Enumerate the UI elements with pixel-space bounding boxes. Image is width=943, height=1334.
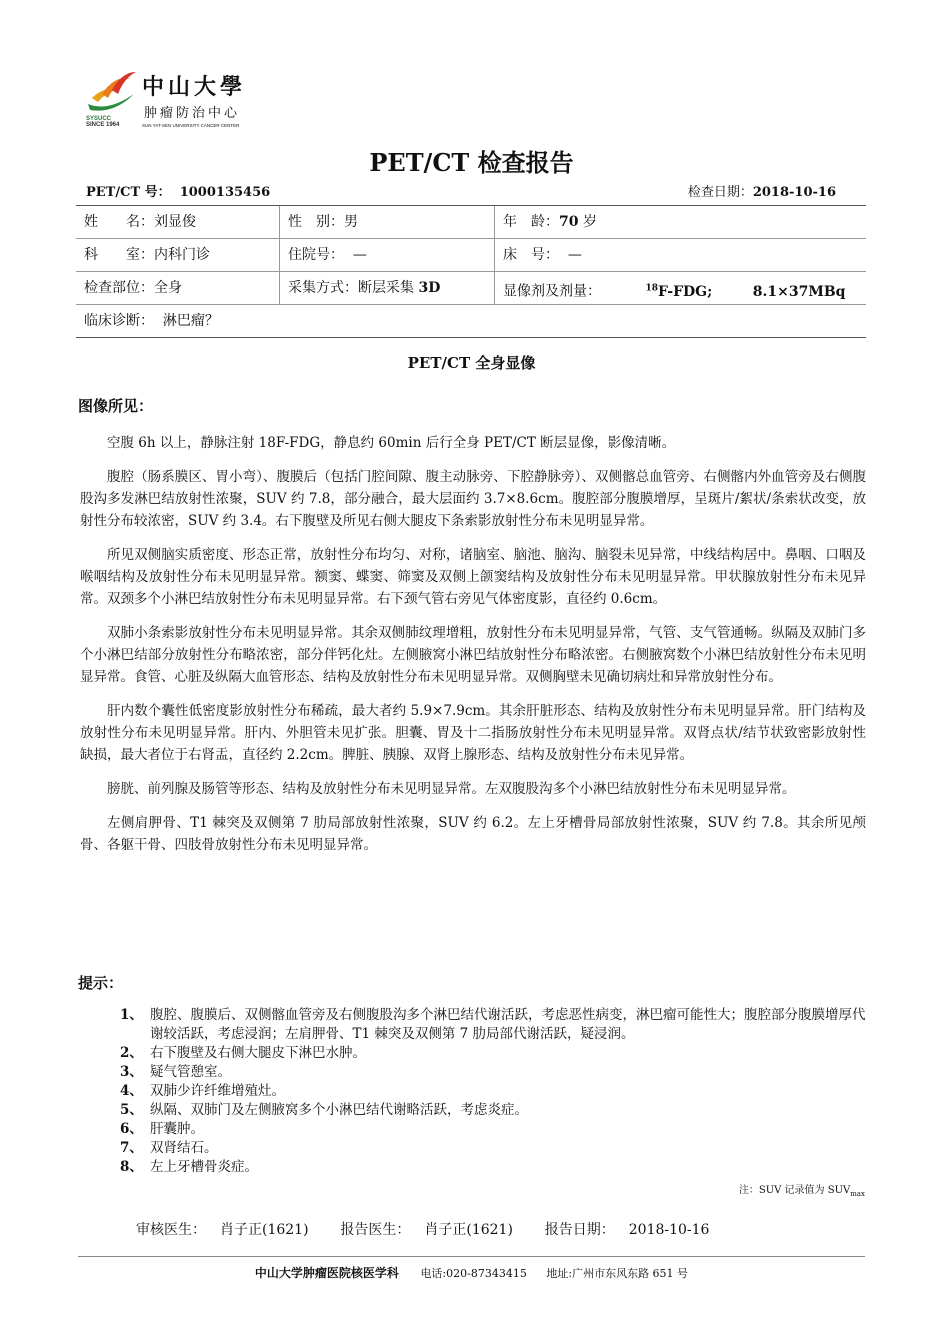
findings-paragraph: 左侧肩胛骨、T1 棘突及双侧第 7 肋局部放射性浓聚，SUV 约 6.2。左上牙槽骨局部放射性浓聚，SUV 约 7.8。其余所见颅骨、各躯干骨、四肢骨放射性分布未见明显异常。 xyxy=(80,815,866,853)
sex-cell: 性 别：男 xyxy=(279,206,498,238)
logo-en-full: SUN YAT-SEN UNIVERSITY CANCER CENTER xyxy=(142,123,240,128)
bed-cell: 床 号： — xyxy=(494,239,875,271)
findings-body xyxy=(80,432,866,868)
list-item: 2、 右下腹壁及右侧大腿皮下淋巴水肿。 xyxy=(120,1045,366,1061)
method-cell: 采集方式：断层采集 3D xyxy=(279,272,498,304)
footer-dept: 中山大学肿瘤医院核医学科 xyxy=(254,1266,399,1280)
tips-list xyxy=(120,1006,870,1177)
list-item: 5、 纵隔、双肺门及左侧腋窝多个小淋巴结代谢略活跃，考虑炎症。 xyxy=(120,1102,528,1118)
logo-emblem-icon xyxy=(84,68,140,118)
list-item: 1、 腹腔、腹膜后、双侧髂血管旁及右侧腹股沟多个淋巴结代谢活跃，考虑恶性病变，淋巴瘤可能性大；腹腔部分腹膜增厚代谢较活跃，考虑浸润；左肩胛骨、T1 棘突及双侧第 7 肋局部代谢活跃，疑浸润。 xyxy=(120,1007,866,1042)
reviewer-name: 肖子正(1621) xyxy=(220,1222,309,1238)
info-row xyxy=(76,239,866,272)
footer-divider xyxy=(78,1256,865,1257)
signatures: 审核医生： 肖子正(1621) 报告医生： 肖子正(1621) 报告日期： 2018-10-16 xyxy=(136,1222,710,1238)
tips-heading: 提示： xyxy=(78,974,124,992)
footer xyxy=(0,1264,943,1281)
findings-paragraph: 腹腔（肠系膜区、胃小弯）、腹膜后（包括门腔间隙、腹主动脉旁、下腔静脉旁）、双侧髂总血管旁、右侧髂内外血管旁及右侧腹股沟多发淋巴结放射性浓聚，SUV 约 7.8，部分融合，最大层面约 3.7×8.6cm。腹腔部分腹膜增厚，呈斑片/絮状/条索状改变，放射性分布较浓密，SUV 约 3.4。右下腹壁及所见右侧大腿皮下条索影放射性分布未见明显异常。 xyxy=(80,469,866,529)
info-row xyxy=(76,272,866,305)
findings-paragraph: 空腹 6h 以上，静脉注射 18F-FDG，静息约 60min 后行全身 PET/CT 断层显像，影像清晰。 xyxy=(107,435,676,451)
patient-info-table xyxy=(76,205,866,338)
findings-paragraph: 肝内数个囊性低密度影放射性分布稀疏，最大者约 5.9×7.9cm。其余肝脏形态、结构及放射性分布未见明显异常。肝门结构及放射性分布未见明显异常。肝内、外胆管未见扩张。胆囊、胃及十二指肠放射性分布未见明显异常。双肾点状/结节状致密影放射性缺损，最大者位于右肾盂，直径约 2.2cm。脾脏、胰腺、双肾上腺形态、结构及放射性分布未见异常。 xyxy=(80,703,866,763)
exam-date: 检查日期：2018-10-16 xyxy=(687,185,836,200)
pet-ct-number: PET/CT 号： 1000135456 xyxy=(86,185,271,200)
footer-phone: 电话:020-87343415 xyxy=(420,1267,527,1280)
findings-heading: 图像所见： xyxy=(78,397,154,415)
dept-cell: 科 室：内科门诊 xyxy=(84,247,210,263)
logo-cn-sub: 肿瘤防治中心 xyxy=(144,106,241,121)
info-row xyxy=(76,305,866,337)
report-title: PET/CT 检查报告 xyxy=(369,148,574,177)
section-subtitle: PET/CT 全身显像 xyxy=(407,354,536,372)
hospital-logo xyxy=(84,68,259,132)
list-item: 3、 疑气管憩室。 xyxy=(120,1064,231,1080)
findings-paragraph: 双肺小条索影放射性分布未见明显异常。其余双侧肺纹理增粗，放射性分布未见明显异常，气管、支气管通畅。纵隔及双肺门多个小淋巴结部分放射性分布略浓密，部分伴钙化灶。左侧腋窝小淋巴结放射性分布略浓密。右侧腋窝数个小淋巴结放射性分布未见明显异常。食管、心脏及纵隔大血管形态、结构及放射性分布未见明显异常。双侧胸壁未见确切病灶和异常放射性分布。 xyxy=(80,625,866,685)
suv-note: 注：SUV 记录值为 $SUV_{max}$ xyxy=(738,1185,865,1198)
inpatient-cell: 住院号： — xyxy=(279,239,498,271)
part-cell: 检查部位：全身 xyxy=(84,280,182,296)
footer-address: 地址:广州市东风东路 651 号 xyxy=(546,1267,689,1280)
list-item: 4、 双肺少许纤维增殖灶。 xyxy=(120,1083,285,1099)
age-cell: 年 龄：70 岁 xyxy=(494,206,875,238)
name-cell: 姓 名：刘显俊 xyxy=(84,214,196,230)
list-item: 7、 双肾结石。 xyxy=(120,1140,218,1156)
reporter-name: 肖子正(1621) xyxy=(424,1222,513,1238)
logo-cn-name: 中山大學 xyxy=(142,75,247,100)
report-date: 2018-10-16 xyxy=(628,1222,710,1238)
agent-cell: 显像剂及剂量： $^{18}$F-FDG; 8.1×37MBq xyxy=(494,272,875,304)
findings-paragraph: 所见双侧脑实质密度、形态正常，放射性分布均匀、对称，诸脑室、脑池、脑沟、脑裂未见异常，中线结构居中。鼻咽、口咽及喉咽结构及放射性分布未见明显异常。额窦、蝶窦、筛窦及双侧上颌窦结构及放射性分布未见明显异常。甲状腺放射性分布未见异常。双颈多个小淋巴结放射性分布未见明显异常。右下颈气管右旁见气体密度影，直径约 0.6cm。 xyxy=(80,547,866,607)
logo-en-abbr: SYSUCC SINCE 1964 xyxy=(86,116,120,128)
info-row xyxy=(76,206,866,239)
diagnosis-cell: 临床诊断： 淋巴瘤？ xyxy=(84,313,219,329)
list-item: 6、 肝囊肿。 xyxy=(120,1121,204,1137)
list-item: 8、 左上牙槽骨炎症。 xyxy=(120,1159,258,1175)
findings-paragraph: 膀胱、前列腺及肠管等形态、结构及放射性分布未见明显异常。左双腹股沟多个小淋巴结放射性分布未见明显异常。 xyxy=(107,781,796,797)
